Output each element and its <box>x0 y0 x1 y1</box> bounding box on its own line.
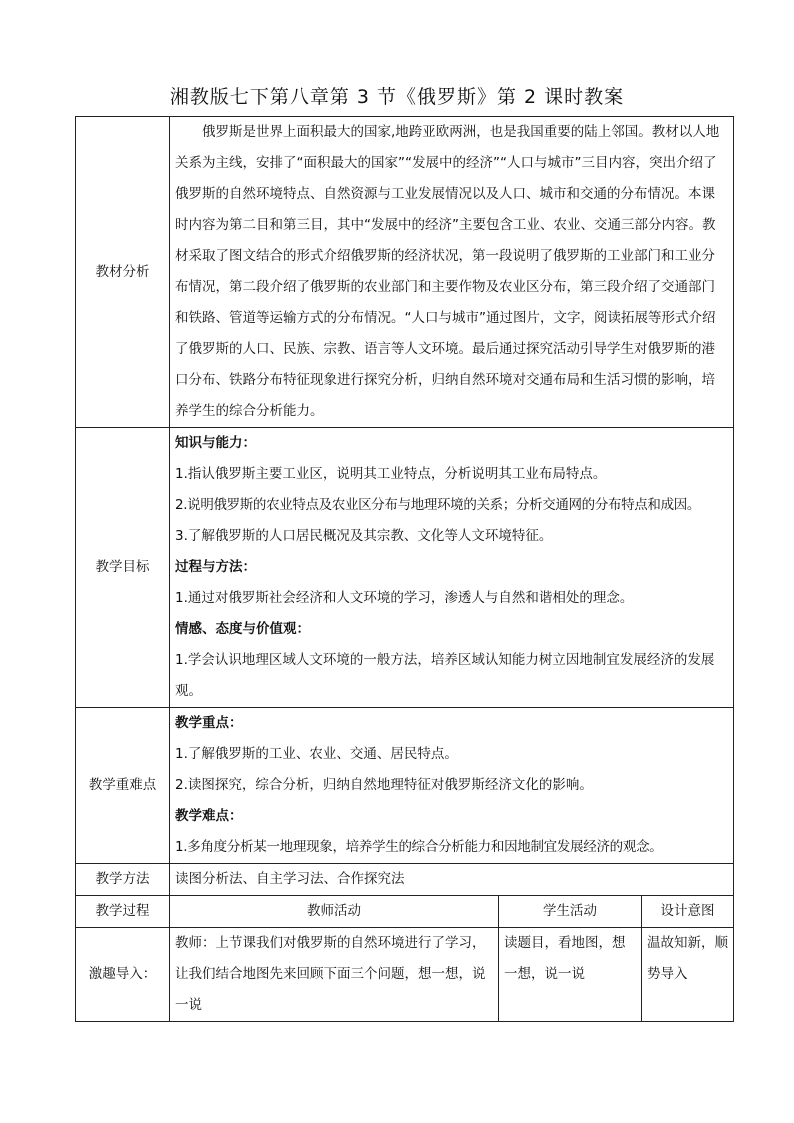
goal-process-1: 1.通过对俄罗斯社会经济和人文环境的学习，渗透人与自然和谐相处的理念。 <box>175 590 634 606</box>
key-heading-focus: 教学重点： <box>175 715 243 731</box>
header-teacher-activity: 教师活动 <box>170 896 499 928</box>
label-intro: 激趣导入： <box>76 928 170 1022</box>
row-process-header <box>76 896 734 928</box>
header-design-intent: 设计意图 <box>642 896 734 928</box>
row-textbook-analysis <box>76 117 734 428</box>
label-teaching-goals: 教学目标 <box>76 428 170 708</box>
goal-heading-emotion: 情感、态度与价值观： <box>175 621 310 637</box>
key-heading-difficulty: 教学难点： <box>175 808 243 824</box>
key-points-cell <box>170 708 734 864</box>
intro-student-activity: 读题目，看地图，想一想，说一说 <box>499 928 642 1022</box>
label-teaching-process: 教学过程 <box>76 896 170 928</box>
header-student-activity: 学生活动 <box>499 896 642 928</box>
row-teaching-goals <box>76 428 734 708</box>
row-key-points <box>76 708 734 864</box>
teaching-method-text: 读图分析法、自主学习法、合作探究法 <box>170 864 734 896</box>
key-focus-2: 2.读图探究，综合分析，归纳自然地理特征对俄罗斯经济文化的影响。 <box>175 777 593 793</box>
row-intro <box>76 928 734 1022</box>
label-textbook-analysis: 教材分析 <box>76 117 170 428</box>
goal-knowledge-2: 2.说明俄罗斯的农业特点及农业区分布与地理环境的关系；分析交通网的分布特点和成因。 <box>175 497 701 513</box>
goal-emotion-1: 1.学会认识地理区域人文环境的一般方法，培养区域认知能力树立因地制宜发展经济的发展观。 <box>175 652 715 699</box>
intro-design-intent: 温故知新，顺势导入 <box>642 928 734 1022</box>
textbook-analysis-text: 俄罗斯是世界上面积最大的国家,地跨亚欧两洲，也是我国重要的陆上邻国。教材以人地关系为主线，安排了“面积最大的国家”“发展中的经济”“人口与城市”三目内容，突出介绍了俄罗斯的自然环境特点、自然资源与工业发展情况以及人口、城市和交通的分布情况。本课时内容为第二目和第三目，其中“发展中的经济”主要包含工业、农业、交通三部分内容。教材采取了图文结合的形式介绍俄罗斯的经济状况，第一段说明了俄罗斯的工业部门和工业分布情况，第二段介绍了俄罗斯的农业部门和主要作物及农业区分布，第三段介绍了交通部门和铁路、管道等运输方式的分布情况。“人口与城市”通过图片，文字，阅读拓展等形式介绍了俄罗斯的人口、民族、宗教、语言等人文环境。最后通过探究活动引导学生对俄罗斯的港口分布、铁路分布特征现象进行探究分析，归纳自然环境对交通布局和生活习惯的影响，培养学生的综合分析能力。 <box>175 124 720 419</box>
intro-teacher-activity: 教师：上节课我们对俄罗斯的自然环境进行了学习，让我们结合地图先来回顾下面三个问题，想一想，说一说 <box>170 928 499 1022</box>
label-key-points: 教学重难点 <box>76 708 170 864</box>
goal-heading-process: 过程与方法： <box>175 559 256 575</box>
row-teaching-method <box>76 864 734 896</box>
goal-heading-knowledge: 知识与能力： <box>175 435 256 451</box>
textbook-analysis-cell <box>170 117 734 428</box>
label-teaching-method: 教学方法 <box>76 864 170 896</box>
teaching-goals-cell <box>170 428 734 708</box>
goal-knowledge-3: 3.了解俄罗斯的人口居民概况及其宗教、文化等人文环境特征。 <box>175 528 553 544</box>
document-title: 湘教版七下第八章第 3 节《俄罗斯》第 2 课时教案 <box>169 86 625 108</box>
lesson-plan-table <box>75 116 734 1022</box>
goal-knowledge-1: 1.指认俄罗斯主要工业区，说明其工业特点，分析说明其工业布局特点。 <box>175 466 607 482</box>
key-focus-1: 1.了解俄罗斯的工业、农业、交通、居民特点。 <box>175 746 458 762</box>
key-difficulty-1: 1.多角度分析某一地理现象，培养学生的综合分析能力和因地制宜发展经济的观念。 <box>175 839 663 855</box>
